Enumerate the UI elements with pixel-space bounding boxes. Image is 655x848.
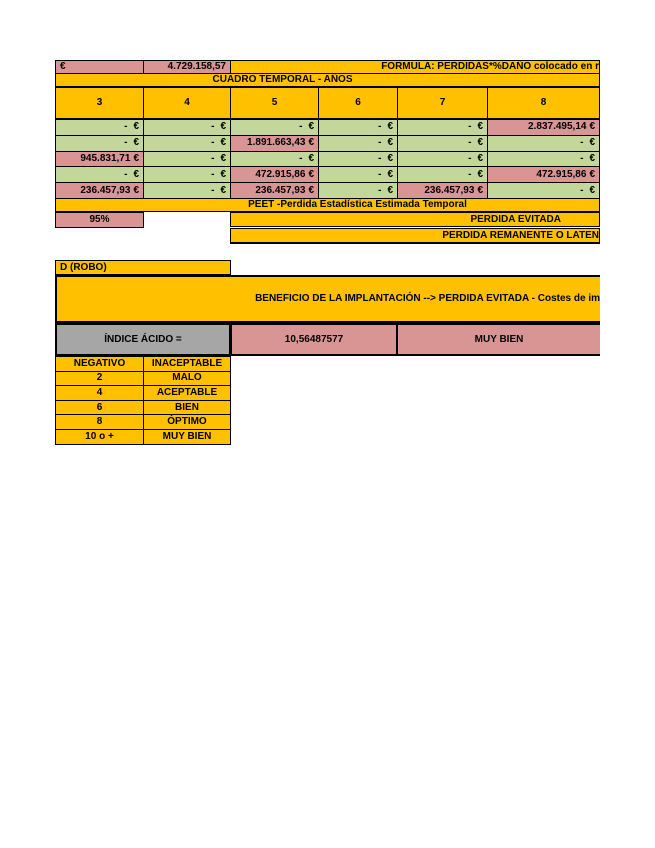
temporal-cell[interactable] <box>230 151 319 168</box>
cell-value: 472.915,86 <box>255 168 306 180</box>
temporal-cell[interactable] <box>397 182 488 199</box>
formula-text: FORMULA: PERDIDAS*%DAÑO colocado en r <box>381 61 599 72</box>
scale-rating-cell[interactable] <box>143 371 231 387</box>
currency-symbol: € <box>308 168 314 180</box>
year-header-4[interactable] <box>143 87 231 119</box>
temporal-cell[interactable] <box>487 135 600 152</box>
temporal-cell[interactable] <box>230 135 319 152</box>
temporal-cell[interactable] <box>55 151 144 168</box>
cell-value: - <box>580 152 584 164</box>
scale-value: 2 <box>96 372 103 384</box>
cell-value: - <box>299 121 303 133</box>
cell-value: - <box>378 184 382 196</box>
cell-value: 236.457,93 <box>255 184 306 196</box>
total-amount: 4.729.158,57 <box>167 61 226 72</box>
perdida-remanente-cell[interactable] <box>230 228 600 244</box>
currency-symbol: € <box>308 137 314 149</box>
indice-label-cell[interactable] <box>55 323 231 356</box>
cell-value: - <box>299 152 303 164</box>
scale-rating-cell[interactable] <box>143 414 231 430</box>
temporal-cell[interactable] <box>487 182 600 199</box>
scale-rating-cell[interactable] <box>143 385 231 401</box>
scale-value: 6 <box>96 401 103 413</box>
temporal-cell[interactable] <box>143 119 231 136</box>
temporal-cell[interactable] <box>143 135 231 152</box>
cell-value: - <box>580 184 584 196</box>
scale-rating: MUY BIEN <box>162 430 212 442</box>
temporal-cell[interactable] <box>487 119 600 136</box>
currency-symbol: € <box>589 137 595 149</box>
temporal-cell[interactable] <box>487 151 600 168</box>
scale-value-cell[interactable] <box>55 371 144 387</box>
currency-symbol: € <box>133 137 139 149</box>
year-label: 6 <box>355 97 361 108</box>
cell-value: - <box>211 184 215 196</box>
temporal-cell[interactable] <box>55 182 144 199</box>
temporal-cell[interactable] <box>397 151 488 168</box>
temporal-cell[interactable] <box>230 166 319 183</box>
currency-symbol: € <box>133 121 139 133</box>
cell-value: - <box>124 121 128 133</box>
cell-value: - <box>211 168 215 180</box>
temporal-cell[interactable] <box>318 182 398 199</box>
euro-symbol: € <box>60 61 66 72</box>
temporal-cell[interactable] <box>318 166 398 183</box>
scale-rating: ACEPTABLE <box>156 386 218 398</box>
temporal-cell[interactable] <box>230 182 319 199</box>
scale-rating: ÓPTIMO <box>167 416 207 428</box>
currency-symbol: € <box>589 184 595 196</box>
cell-value: - <box>378 168 382 180</box>
currency-symbol: € <box>220 152 226 164</box>
cell-value: 1.891.663,43 <box>247 137 306 149</box>
scale-value-cell[interactable] <box>55 356 144 372</box>
cell-value: - <box>124 137 128 149</box>
cell-value: 2.837.495,14 <box>528 121 587 133</box>
robo-label: D (ROBO) <box>60 261 107 273</box>
cell-value: - <box>124 168 128 180</box>
beneficio-text: BENEFICIO DE LA IMPLANTACIÓN --> PERDIDA EVITADA - Costes de im <box>255 293 600 304</box>
currency-symbol: € <box>477 121 483 133</box>
perdida-evitada-label: PERDIDA EVITADA <box>470 213 561 225</box>
percent-value: 95% <box>89 214 110 225</box>
temporal-cell[interactable] <box>318 151 398 168</box>
year-header-6[interactable] <box>318 87 398 119</box>
perdida-remanente-label: PERDIDA REMANENTE O LATEN <box>442 229 599 241</box>
scale-rating: MALO <box>172 372 202 384</box>
year-header-7[interactable] <box>397 87 488 119</box>
scale-rating-cell[interactable] <box>143 429 231 445</box>
temporal-cell[interactable] <box>487 166 600 183</box>
cell-value: - <box>211 137 215 149</box>
formula-cell[interactable] <box>230 60 600 74</box>
temporal-cell[interactable] <box>397 119 488 136</box>
cell-value: - <box>211 121 215 133</box>
currency-symbol: € <box>308 152 314 164</box>
total-amount-cell[interactable] <box>143 60 231 74</box>
beneficio-cell[interactable] <box>55 275 600 323</box>
cell-value: - <box>378 152 382 164</box>
currency-symbol: € <box>133 168 139 180</box>
cell-value: 945.831,71 <box>80 152 131 164</box>
currency-symbol: € <box>220 184 226 196</box>
year-label: 7 <box>439 97 446 108</box>
indice-rating-cell[interactable] <box>396 323 600 356</box>
indice-value-cell[interactable] <box>230 323 398 356</box>
currency-symbol: € <box>220 168 226 180</box>
temporal-cell[interactable] <box>230 119 319 136</box>
currency-symbol: € <box>387 184 393 196</box>
scale-value: NEGATIVO <box>73 357 126 369</box>
cell-value: 236.457,93 <box>424 184 475 196</box>
cell-value: 236.457,93 <box>80 184 131 196</box>
temporal-cell[interactable] <box>143 166 231 183</box>
currency-symbol: € <box>220 137 226 149</box>
year-label: 8 <box>540 97 547 108</box>
scale-rating: BIEN <box>175 401 199 413</box>
currency-symbol: € <box>133 152 139 164</box>
percent-cell[interactable] <box>55 212 144 228</box>
euro-symbol-cell[interactable] <box>55 60 144 74</box>
currency-symbol: € <box>220 121 226 133</box>
peet-cell[interactable] <box>55 198 600 212</box>
temporal-cell[interactable] <box>55 166 144 183</box>
year-label: 3 <box>96 97 103 108</box>
scale-value-cell[interactable] <box>55 385 144 401</box>
currency-symbol: € <box>387 137 393 149</box>
temporal-title: CUADRO TEMPORAL - AÑOS <box>212 74 353 85</box>
year-header-8[interactable] <box>487 87 600 119</box>
scale-value: 8 <box>96 416 103 428</box>
scale-value-cell[interactable] <box>55 414 144 430</box>
scale-value: 10 o + <box>85 430 114 442</box>
cell-value: - <box>468 121 472 133</box>
currency-symbol: € <box>387 152 393 164</box>
scale-rating-cell[interactable] <box>143 400 231 416</box>
temporal-cell[interactable] <box>55 119 144 136</box>
cell-value: - <box>378 137 382 149</box>
year-header-3[interactable] <box>55 87 144 119</box>
indice-rating: MUY BIEN <box>474 333 524 345</box>
temporal-cell[interactable] <box>55 135 144 152</box>
currency-symbol: € <box>387 168 393 180</box>
currency-symbol: € <box>308 121 314 133</box>
peet-label: PEET -Perdida Estadística Estimada Temporal <box>248 199 467 210</box>
currency-symbol: € <box>477 137 483 149</box>
scale-rating-cell[interactable] <box>143 356 231 372</box>
cell-value: - <box>211 152 215 164</box>
currency-symbol: € <box>589 152 595 164</box>
currency-symbol: € <box>589 121 595 133</box>
year-label: 5 <box>271 97 278 108</box>
temporal-cell[interactable] <box>143 151 231 168</box>
cell-value: - <box>378 121 382 133</box>
currency-symbol: € <box>133 184 139 196</box>
year-label: 4 <box>184 97 190 108</box>
currency-symbol: € <box>308 184 314 196</box>
currency-symbol: € <box>477 152 483 164</box>
cell-value: - <box>580 137 584 149</box>
temporal-cell[interactable] <box>397 166 488 183</box>
temporal-cell[interactable] <box>318 119 398 136</box>
indice-value: 10,56487577 <box>284 333 344 345</box>
temporal-cell[interactable] <box>397 135 488 152</box>
currency-symbol: € <box>477 168 483 180</box>
currency-symbol: € <box>387 121 393 133</box>
cell-value: 472.915,86 <box>536 168 587 180</box>
scale-value-cell[interactable] <box>55 400 144 416</box>
cell-value: - <box>468 152 472 164</box>
indice-label: ÍNDICE ÁCIDO = <box>104 333 182 345</box>
temporal-title-cell[interactable] <box>55 73 600 87</box>
temporal-cell[interactable] <box>143 182 231 199</box>
robo-cell[interactable] <box>55 260 231 275</box>
temporal-cell[interactable] <box>318 135 398 152</box>
cell-value: - <box>468 137 472 149</box>
scale-rating: INACEPTABLE <box>151 357 223 369</box>
currency-symbol: € <box>477 184 483 196</box>
scale-value-cell[interactable] <box>55 429 144 445</box>
scale-value: 4 <box>96 386 103 398</box>
cell-value: - <box>468 168 472 180</box>
perdida-evitada-cell[interactable] <box>230 212 600 227</box>
currency-symbol: € <box>589 168 595 180</box>
year-header-5[interactable] <box>230 87 319 119</box>
